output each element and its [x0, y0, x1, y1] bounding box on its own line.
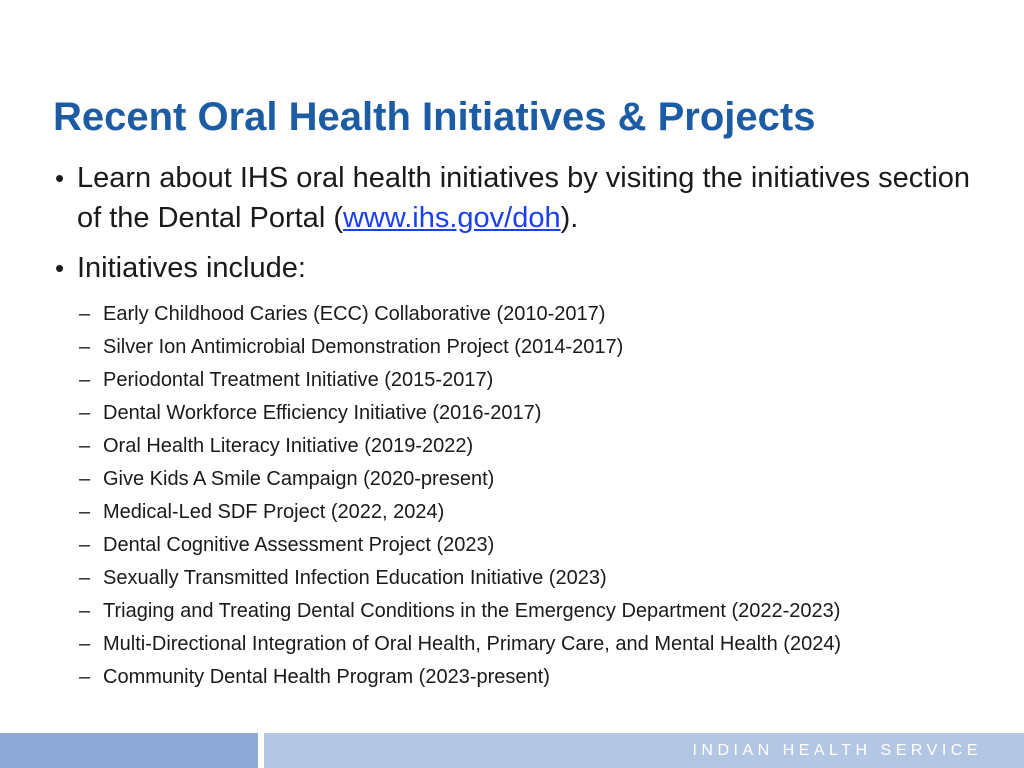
dash-marker: –	[79, 633, 91, 655]
initiative-text: Periodontal Treatment Initiative (2015-2017)	[103, 369, 494, 391]
list-item	[77, 364, 993, 397]
initiative-text: Sexually Transmitted Infection Education Initiative (2023)	[103, 567, 607, 589]
initiative-text: Multi-Directional Integration of Oral Health, Primary Care, and Mental Health (2024)	[103, 633, 842, 655]
initiative-text: Triaging and Treating Dental Conditions in the Emergency Department (2022-2023)	[103, 600, 841, 622]
dash-marker: –	[79, 600, 91, 622]
dash-marker: –	[79, 369, 91, 391]
dash-marker: –	[79, 534, 91, 556]
footer-right-bar	[264, 733, 1024, 768]
dash-marker: –	[79, 402, 91, 424]
list-item	[77, 529, 993, 562]
initiative-text: Community Dental Health Program (2023-present)	[103, 666, 550, 688]
initiative-text: Silver Ion Antimicrobial Demonstration Project (2014-2017)	[103, 336, 624, 358]
bullet-text-before: Learn about IHS oral health initiatives by visiting the initiatives section of the Dental Portal (	[77, 162, 971, 234]
dash-marker: –	[79, 303, 91, 325]
initiative-text: Give Kids A Smile Campaign (2020-present)	[103, 468, 495, 490]
list-item	[77, 562, 993, 595]
list-item	[77, 661, 993, 694]
dash-marker: –	[79, 501, 91, 523]
bullet-marker: •	[55, 163, 65, 193]
initiatives-list	[77, 298, 993, 694]
initiative-text: Dental Workforce Efficiency Initiative (2016-2017)	[103, 402, 542, 424]
dash-marker: –	[79, 468, 91, 490]
initiative-text: Dental Cognitive Assessment Project (2023)	[103, 534, 495, 556]
list-item	[77, 496, 993, 529]
bullet-list	[53, 158, 993, 694]
list-item	[77, 595, 993, 628]
list-item	[77, 397, 993, 430]
list-item	[77, 463, 993, 496]
footer-org-name: INDIAN HEALTH SERVICE	[692, 742, 982, 759]
list-item	[77, 628, 993, 661]
list-item	[77, 331, 993, 364]
list-item	[77, 298, 993, 331]
dental-portal-link[interactable]: www.ihs.gov/doh	[342, 202, 561, 234]
bullet-text-after: ).	[560, 202, 579, 234]
dash-marker: –	[79, 666, 91, 688]
dash-marker: –	[79, 567, 91, 589]
initiative-text: Early Childhood Caries (ECC) Collaborative (2010-2017)	[103, 303, 606, 325]
initiative-text: Oral Health Literacy Initiative (2019-2022)	[103, 435, 474, 457]
dash-marker: –	[79, 435, 91, 457]
bullet-initiatives-include	[53, 248, 993, 694]
slide-title: Recent Oral Health Initiatives & Projects	[53, 95, 816, 139]
initiative-text: Medical-Led SDF Project (2022, 2024)	[103, 501, 445, 523]
bullet-marker: •	[55, 253, 65, 283]
bullet-heading: Initiatives include:	[77, 252, 306, 284]
list-item	[77, 430, 993, 463]
footer-left-bar	[0, 733, 258, 768]
dash-marker: –	[79, 336, 91, 358]
bullet-learn-about	[53, 158, 993, 238]
